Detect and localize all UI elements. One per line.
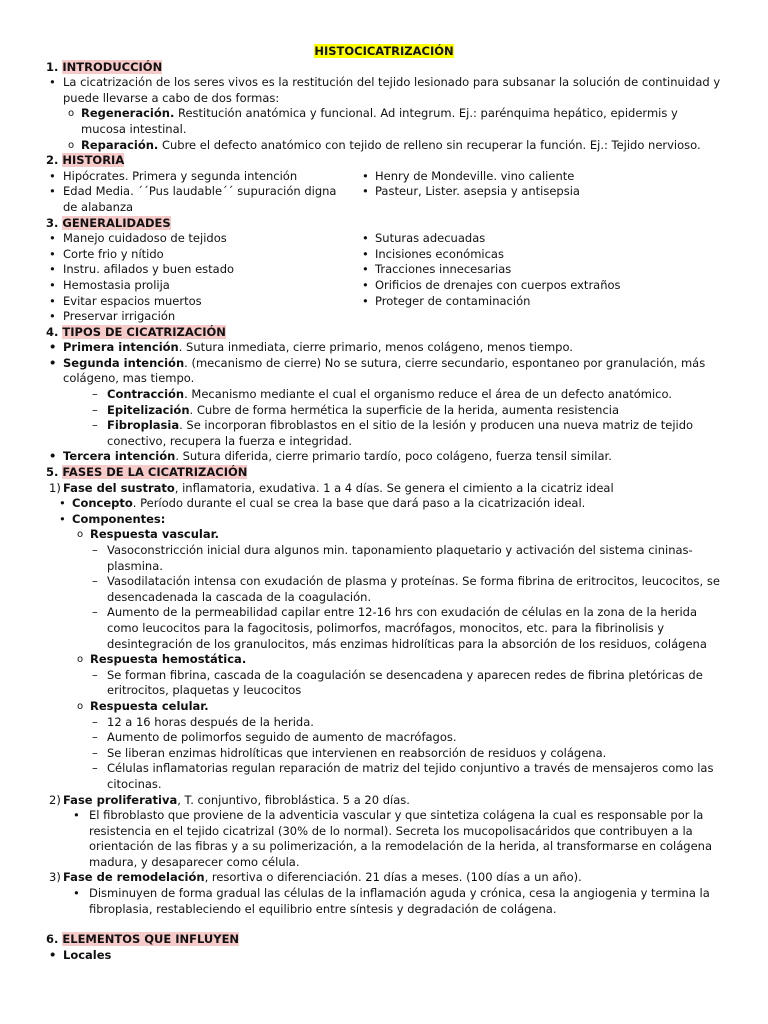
list-item: • Manejo cuidadoso de tejidos bbox=[0, 231, 360, 247]
list-item: • Preservar irrigación bbox=[0, 309, 360, 325]
list-item: • Suturas adecuadas bbox=[360, 231, 720, 247]
list-item: – Contracción. Mecanismo mediante el cual el organismo reduce el área de un defecto anatómico. bbox=[0, 387, 768, 403]
list-item: – Fibroplasia. Se incorporan fibroblastos en el sitio de la lesión y producen una nueva matriz de tejido conectivo, recupera la fuerza e integridad. bbox=[0, 418, 768, 449]
list-item: – Se liberan enzimas hidrolíticas que intervienen en reabsorción de residuos y colágena. bbox=[0, 746, 768, 762]
list-item: • Concepto. Período durante el cual se crea la base que dará paso a la cicatrización ideal. bbox=[0, 496, 768, 512]
list-item: – Se forman fibrina, cascada de la coagulación se desencadena y aparecen redes de fibrina pletóricas de eritrocitos, plaquetas y leucocitos bbox=[0, 668, 768, 699]
list-item: • Edad Media. ´´Pus laudable´´ supuración digna de alabanza bbox=[0, 184, 360, 215]
list-item: • Incisiones económicas bbox=[360, 247, 720, 263]
numbered-item: 3) Fase de remodelación, resortiva o diferenciación. 21 días a meses. (100 días a un año). bbox=[49, 870, 582, 885]
list-item: • Hipócrates. Primera y segunda intención bbox=[0, 169, 360, 185]
list-item: • Proteger de contaminación bbox=[360, 294, 720, 310]
list-item: • Disminuyen de forma gradual las células de la inflamación aguda y crónica, cesa la angiogenia y termina la fibroplasia, restableciendo el equilibrio entre síntesis y degradación de colágena. bbox=[0, 886, 768, 917]
two-column-list bbox=[0, 169, 768, 216]
list-item: • Henry de Mondeville. vino caliente bbox=[360, 169, 720, 185]
list-item: – Células inflamatorias regulan reparación de matriz del tejido conjuntivo a través de mensajeros como las citocinas. bbox=[0, 761, 768, 792]
subheading: o Respuesta vascular. bbox=[0, 527, 768, 543]
list-item: • El fibroblasto que proviene de la adventicia vascular y que sintetiza colágena la cual es responsable por la resistencia en el tejido cicatrizal (30% de lo normal). Secreta los mucopolisacáridos que contribuyen a la orientación de las fibras y a su polimerización, a la remodelación de la herida, al transformarse en colágena madura, y desaparecer como célula. bbox=[0, 808, 768, 870]
section-heading-introduccion: 1. INTRODUCCIÓN bbox=[46, 59, 163, 74]
numbered-item: 1) Fase del sustrato, inflamatoria, exudativa. 1 a 4 días. Se genera el cimiento a la cicatriz ideal bbox=[49, 480, 614, 495]
list-item: – Aumento de la permeabilidad capilar entre 12-16 hrs con exudación de células en la zona de la herida como leucocitos para la fagocitosis, polimorfos, macrófagos, monocitos, etc. para la fibrinolisis y desintegración de los granulocitos, más enzimas hidrolíticas para la absorción de los residuos, colágena bbox=[0, 605, 768, 652]
numbered-item: 2) Fase proliferativa, T. conjuntivo, fibroblástica. 5 a 20 días. bbox=[49, 792, 410, 807]
section-heading-fases: 5. FASES DE LA CICATRIZACIÓN bbox=[46, 465, 248, 480]
list-item: – Vasodilatación intensa con exudación de plasma y proteínas. Se forma fibrina de eritrocitos, leucocitos, se desencadenada la cascada de la coagulación. bbox=[0, 574, 768, 605]
section-heading-historia: 2. HISTORIA bbox=[46, 153, 125, 168]
list-item: • Pasteur, Lister. asepsia y antisepsia bbox=[360, 184, 720, 200]
list-item: • Primera intención. Sutura inmediata, cierre primario, menos colágeno, menos tiempo. bbox=[0, 340, 768, 356]
list-item: – Vasoconstricción inicial dura algunos min. taponamiento plaquetario y activación del sistema cininas-plasmina. bbox=[0, 543, 768, 574]
list-item: • Corte frio y nítido bbox=[0, 247, 360, 263]
list-item: • Orificios de drenajes con cuerpos extraños bbox=[360, 278, 720, 294]
list-item: • Evitar espacios muertos bbox=[0, 294, 360, 310]
list-item: • Instru. afilados y buen estado bbox=[0, 262, 360, 278]
list-item: – Aumento de polimorfos seguido de aumento de macrófagos. bbox=[0, 730, 768, 746]
two-column-list bbox=[0, 231, 768, 325]
list-item: o Reparación. Cubre el defecto anatómico con tejido de relleno sin recuperar la función. Ej.: Tejido nervioso. bbox=[0, 138, 768, 154]
list-item: • Tercera intención. Sutura diferida, cierre primario tardío, poco colágeno, fuerza tensil similar. bbox=[0, 449, 768, 465]
section-heading-elementos: 6. ELEMENTOS QUE INFLUYEN bbox=[46, 932, 240, 947]
document-page bbox=[0, 44, 768, 963]
list-item: • Locales bbox=[0, 948, 768, 964]
section-heading-generalidades: 3. GENERALIDADES bbox=[46, 215, 171, 230]
list-item: • Segunda intención. (mecanismo de cierre) No se sutura, cierre secundario, espontaneo por granulación, más colágeno, mas tiempo. bbox=[0, 356, 768, 387]
list-item: • Componentes: bbox=[0, 512, 768, 528]
list-item: • La cicatrización de los seres vivos es la restitución del tejido lesionado para subsanar la solución de continuidad y puede llevarse a cabo de dos formas: bbox=[0, 75, 768, 106]
subheading: o Respuesta celular. bbox=[0, 699, 768, 715]
page-title: HISTOCICATRIZACIÓN bbox=[314, 44, 454, 58]
list-item: • Tracciones innecesarias bbox=[360, 262, 720, 278]
list-item: – Epitelización. Cubre de forma hermética la superficie de la herida, aumenta resistencia bbox=[0, 403, 768, 419]
section-heading-tipos: 4. TIPOS DE CICATRIZACIÓN bbox=[46, 324, 226, 339]
subheading: o Respuesta hemostática. bbox=[0, 652, 768, 668]
list-item: • Hemostasia prolija bbox=[0, 278, 360, 294]
list-item: – 12 a 16 horas después de la herida. bbox=[0, 715, 768, 731]
list-item: o Regeneración. Restitución anatómica y funcional. Ad integrum. Ej.: parénquima hepático, epidermis y mucosa intestinal. bbox=[0, 106, 768, 137]
